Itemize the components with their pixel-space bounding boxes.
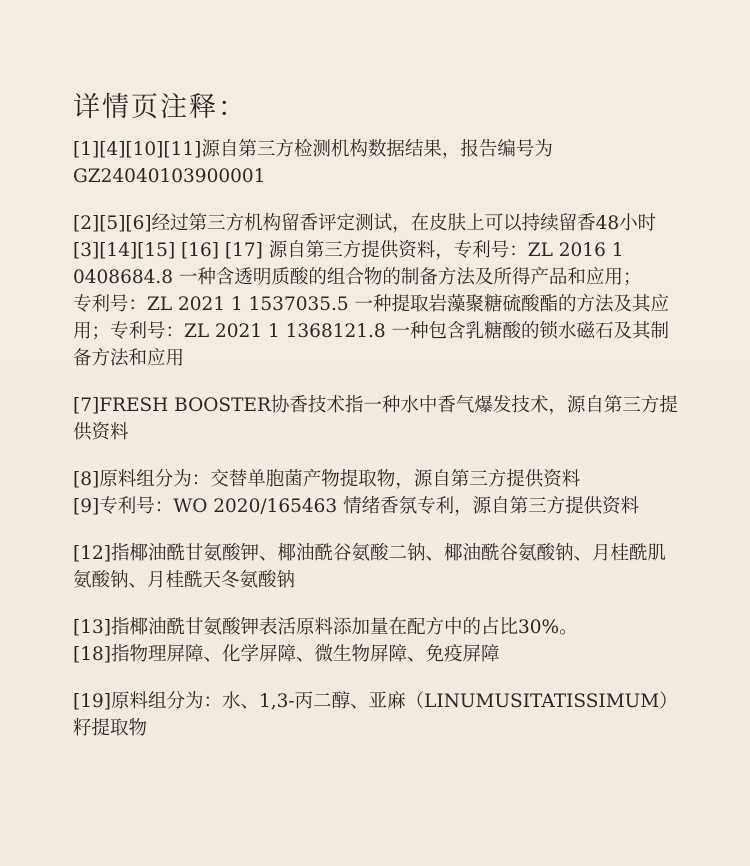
note-group-2	[73, 210, 690, 372]
note-line: [2][5][6]经过第三方机构留香评定测试，在皮肤上可以持续留香48小时	[73, 213, 657, 234]
note-line: [3][14][15] [16] [17] 源自第三方提供资料，专利号：ZL 2016 1	[73, 240, 624, 261]
note-group-4	[73, 466, 690, 520]
note-line: 专利号：ZL 2021 1 1537035.5 一种提取岩藻聚糖硫酸酯的方法及其应	[73, 294, 670, 315]
note-group-1	[73, 136, 690, 190]
note-line: [19]原料组分为：水、1,3-丙二醇、亚麻（LINUMUSITATISSIMUM）	[73, 691, 678, 712]
note-line: [13]指椰油酰甘氨酸钾表活原料添加量在配方中的占比30%。	[73, 617, 578, 638]
note-line: 氨酸钠、月桂酰天冬氨酸钠	[73, 570, 296, 591]
note-line: [1][4][10][11]源自第三方检测机构数据结果，报告编号为	[73, 139, 553, 160]
note-group-3	[73, 392, 690, 446]
note-line: 供资料	[73, 422, 129, 443]
note-line: [12]指椰油酰甘氨酸钾、椰油酰谷氨酸二钠、椰油酰谷氨酸钠、月桂酰肌	[73, 543, 666, 564]
note-line: [18]指物理屏障、化学屏障、微生物屏障、免疫屏障	[73, 644, 500, 665]
note-line: [8]原料组分为：交替单胞菌产物提取物，源自第三方提供资料	[73, 469, 581, 490]
page-title: 详情页注释：	[73, 92, 247, 123]
note-group-6	[73, 614, 690, 668]
note-line: GZ24040103900001	[73, 166, 266, 187]
note-line: [7]FRESH BOOSTER协香技术指一种水中香气爆发技术，源自第三方提	[73, 395, 678, 416]
note-line: 0408684.8 一种含透明质酸的组合物的制备方法及所得产品和应用；	[73, 267, 642, 288]
note-group-7	[73, 688, 690, 742]
note-line: 籽提取物	[73, 718, 148, 739]
note-line: 用；专利号：ZL 2021 1 1368121.8 一种包含乳糖酸的锁水磁石及其制	[73, 321, 670, 342]
note-group-5	[73, 540, 690, 594]
note-line: [9]专利号：WO 2020/165463 情绪香氛专利，源自第三方提供资料	[73, 496, 640, 517]
note-line: 备方法和应用	[73, 348, 185, 369]
